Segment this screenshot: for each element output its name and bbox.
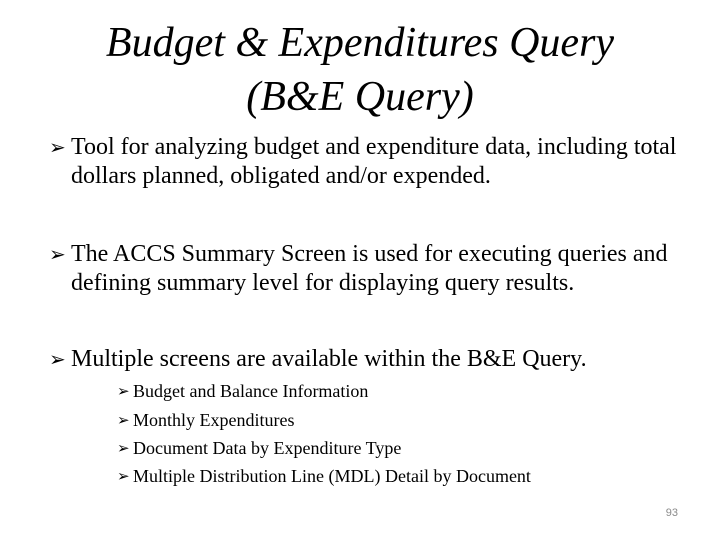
sub-bullet-item xyxy=(117,436,693,460)
bullet-item xyxy=(49,240,711,298)
sub-bullet-text: Multiple Distribution Line (MDL) Detail by Document xyxy=(133,466,531,486)
sub-bullet-text: Budget and Balance Information xyxy=(133,381,369,401)
page-number: 93 xyxy=(665,507,678,519)
sub-bullet-text: Monthly Expenditures xyxy=(133,410,295,430)
arrow-bullet-icon: ➢ xyxy=(49,242,66,266)
bullet-item xyxy=(49,345,711,374)
arrow-bullet-icon: ➢ xyxy=(49,347,66,371)
arrow-bullet-icon: ➢ xyxy=(117,467,130,485)
slide-title xyxy=(0,16,720,124)
bullet-text: The ACCS Summary Screen is used for executing queries and defining summary level for displaying query results. xyxy=(71,241,668,296)
title-line-2: (B&E Query) xyxy=(246,74,474,120)
arrow-bullet-icon: ➢ xyxy=(117,382,130,400)
title-line-1: Budget & Expenditures Query xyxy=(105,20,615,66)
sub-bullet-item xyxy=(117,408,693,432)
arrow-bullet-icon: ➢ xyxy=(117,439,130,457)
bullet-text: Tool for analyzing budget and expenditure data, including total dollars planned, obligated and/or expended. xyxy=(71,134,677,189)
sub-bullet-item xyxy=(117,379,693,403)
arrow-bullet-icon: ➢ xyxy=(117,411,130,429)
bullet-item xyxy=(49,133,711,191)
arrow-bullet-icon: ➢ xyxy=(49,135,66,159)
bullet-text: Multiple screens are available within the B&E Query. xyxy=(71,346,587,372)
sub-bullet-item xyxy=(117,464,693,488)
sub-bullet-text: Document Data by Expenditure Type xyxy=(133,438,402,458)
